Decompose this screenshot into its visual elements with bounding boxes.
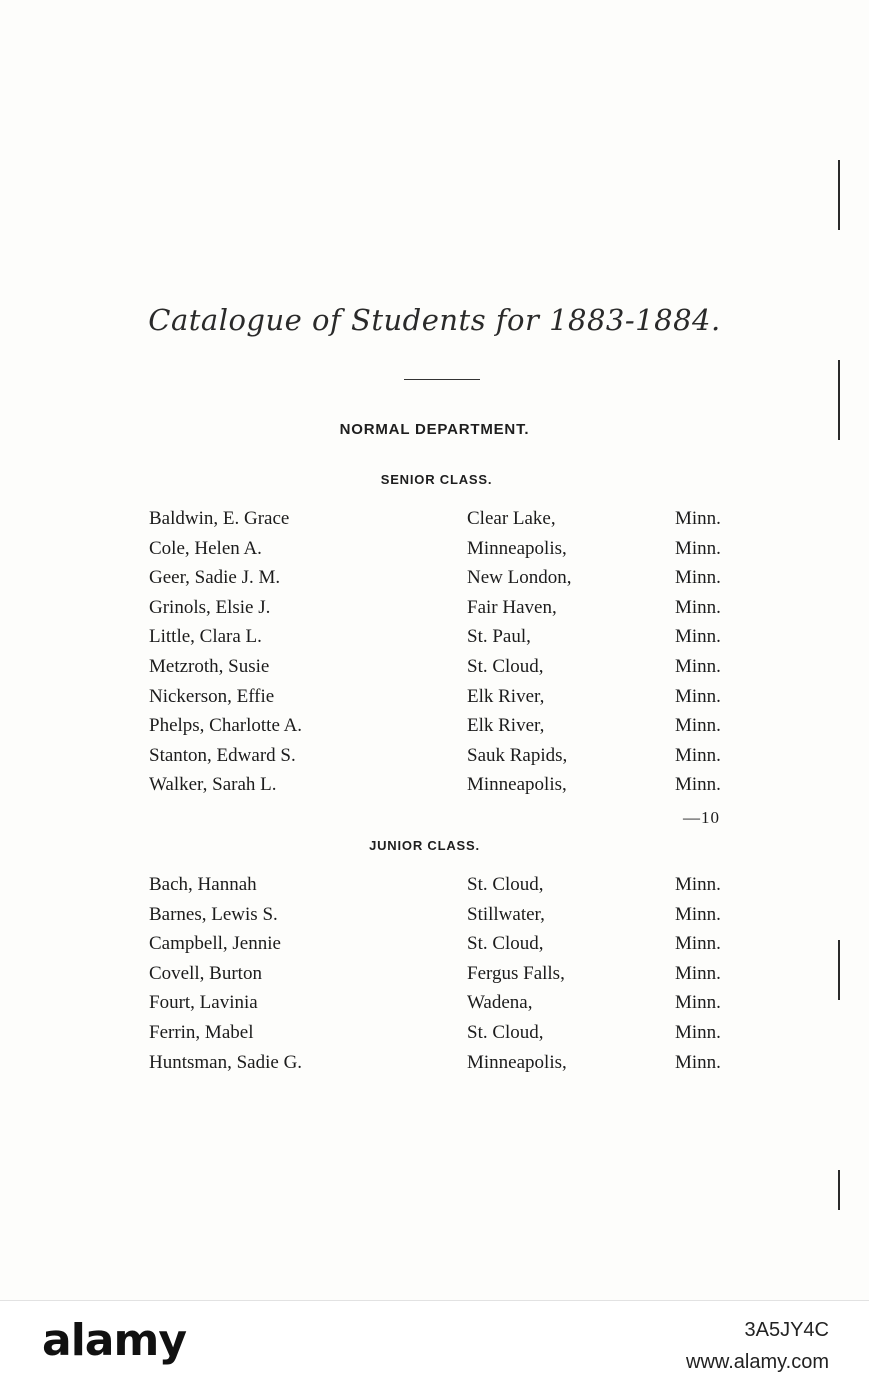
student-row bbox=[0, 963, 869, 993]
watermark-footer bbox=[0, 1300, 869, 1391]
junior-class-list bbox=[0, 874, 869, 1081]
student-row bbox=[0, 745, 869, 775]
student-name: Bach, Hannah bbox=[149, 874, 257, 895]
page-title: Catalogue of Students for 1883-1884. bbox=[148, 303, 721, 337]
student-town: St. Cloud, bbox=[467, 933, 544, 955]
page-edge-mark bbox=[838, 1170, 840, 1210]
student-state: Minn. bbox=[675, 1021, 721, 1043]
student-state: Minn. bbox=[675, 774, 721, 796]
student-row bbox=[0, 508, 869, 538]
student-state: Minn. bbox=[675, 596, 721, 618]
student-row bbox=[0, 656, 869, 686]
student-name: Metzroth, Susie bbox=[149, 655, 270, 677]
page-edge-mark bbox=[838, 160, 840, 230]
student-state: Minn. bbox=[675, 626, 721, 648]
student-name: Barnes, Lewis S. bbox=[149, 903, 278, 925]
student-state: Minn. bbox=[675, 508, 721, 529]
student-row bbox=[0, 567, 869, 597]
student-row bbox=[0, 774, 869, 804]
senior-class-heading: SENIOR CLASS. bbox=[380, 472, 493, 487]
student-town: St. Cloud, bbox=[467, 1021, 544, 1043]
student-name: Phelps, Charlotte A. bbox=[149, 715, 303, 737]
department-heading: NORMAL DEPARTMENT. bbox=[339, 421, 530, 438]
student-name: Ferrin, Mabel bbox=[149, 1021, 254, 1043]
student-row bbox=[0, 715, 869, 745]
student-row bbox=[0, 538, 869, 568]
title-divider bbox=[404, 379, 480, 380]
student-state: Minn. bbox=[675, 685, 721, 707]
student-state: Minn. bbox=[675, 992, 721, 1014]
student-town: St. Cloud, bbox=[467, 874, 544, 895]
student-row bbox=[0, 874, 869, 904]
senior-class-count: —10 bbox=[683, 808, 720, 827]
student-name: Grinols, Elsie J. bbox=[149, 596, 271, 618]
student-name: Covell, Burton bbox=[149, 962, 262, 984]
senior-class-list bbox=[0, 508, 869, 804]
student-state: Minn. bbox=[675, 715, 721, 737]
student-state: Minn. bbox=[675, 1051, 721, 1073]
student-state: Minn. bbox=[675, 655, 721, 677]
stock-image-id: 3A5JY4C bbox=[744, 1319, 829, 1341]
page-edge-mark bbox=[838, 940, 840, 1000]
student-state: Minn. bbox=[675, 962, 721, 984]
student-name: Baldwin, E. Grace bbox=[149, 508, 290, 529]
student-row bbox=[0, 904, 869, 934]
student-name: Stanton, Edward S. bbox=[149, 744, 296, 766]
student-town: Clear Lake, bbox=[467, 508, 556, 529]
student-name: Nickerson, Effie bbox=[149, 685, 275, 707]
student-state: Minn. bbox=[675, 903, 721, 925]
student-name: Huntsman, Sadie G. bbox=[149, 1051, 303, 1073]
student-row bbox=[0, 686, 869, 716]
student-row bbox=[0, 933, 869, 963]
student-name: Walker, Sarah L. bbox=[149, 774, 277, 796]
student-town: Elk River, bbox=[467, 715, 545, 737]
student-name: Campbell, Jennie bbox=[149, 933, 281, 955]
student-name: Cole, Helen A. bbox=[149, 537, 262, 559]
student-town: St. Paul, bbox=[467, 626, 531, 648]
student-state: Minn. bbox=[675, 744, 721, 766]
student-town: St. Cloud, bbox=[467, 655, 544, 677]
student-town: Minneapolis, bbox=[467, 1051, 567, 1073]
student-town: Fair Haven, bbox=[467, 596, 557, 618]
site-url: www.alamy.com bbox=[686, 1351, 829, 1373]
alamy-logo: alamy bbox=[42, 1315, 186, 1366]
student-name: Fourt, Lavinia bbox=[149, 992, 258, 1014]
student-state: Minn. bbox=[675, 537, 721, 559]
student-row bbox=[0, 626, 869, 656]
student-town: Wadena, bbox=[467, 992, 533, 1014]
student-town: Stillwater, bbox=[467, 903, 545, 925]
student-state: Minn. bbox=[675, 933, 721, 955]
student-town: Fergus Falls, bbox=[467, 962, 565, 984]
student-town: Sauk Rapids, bbox=[467, 744, 568, 766]
student-row bbox=[0, 1052, 869, 1082]
student-town: New London, bbox=[467, 567, 572, 589]
student-state: Minn. bbox=[675, 567, 721, 589]
junior-class-heading: JUNIOR CLASS. bbox=[369, 838, 480, 853]
student-row bbox=[0, 1022, 869, 1052]
student-town: Minneapolis, bbox=[467, 774, 567, 796]
student-name: Little, Clara L. bbox=[149, 626, 262, 648]
student-town: Minneapolis, bbox=[467, 537, 567, 559]
student-row bbox=[0, 597, 869, 627]
student-row bbox=[0, 992, 869, 1022]
page-edge-mark bbox=[838, 360, 840, 440]
student-state: Minn. bbox=[675, 874, 721, 895]
student-name: Geer, Sadie J. M. bbox=[149, 567, 281, 589]
student-town: Elk River, bbox=[467, 685, 545, 707]
